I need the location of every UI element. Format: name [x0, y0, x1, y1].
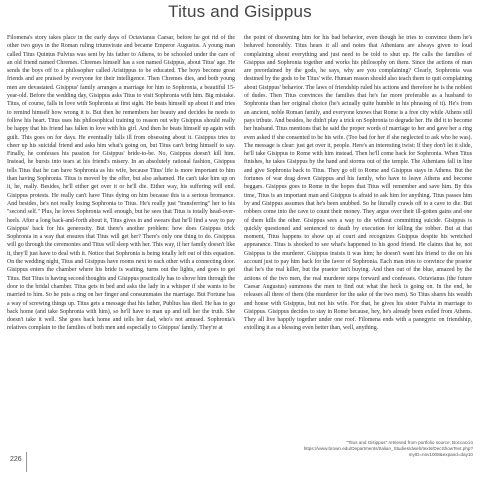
- page-number: 226: [10, 456, 22, 463]
- text-columns: [7, 34, 473, 452]
- source-footnote: [245, 440, 473, 457]
- footnote-line-2: https://www.brown.edu/Departments/Italian_Studies/dweb/texts/DecShowText.php?myID=nov1008&expand=day10: [303, 445, 473, 457]
- page-title: Titus and Gisippus: [168, 2, 312, 21]
- right-column: [244, 34, 472, 452]
- footnote-line-1: "Titus and Gisippus" retrieved from portfolio source; Boccaccio: [346, 440, 473, 445]
- right-column-text: the point of disowning him for his bad behavior, even though he tries to convince them he's behaved honorably. Titus hears it all and notes that Athenians are always given to loud complaining about everything and just need to be told to shut up. He calls the families of Gisippus and Sophronia together and works his philosophy on them. Since the actions of man are preordained by the gods, he says, why are you complaining? Clearly, Sophronia was destined by the gods to be Titus' wife. Human reason should also teach them to quit complaining about Gisippus' behavior. The laws of friendship ruled his actions and therefore he is the noblest of dudes. Then Titus convinces the families that he's far more preferable as a husband to Sophronia than her original choice (he's actually quite humble in his phrasing of it). He's from an ancient, noble Roman family, and everyone knows that Rome is a free city while Athens still pays tribute. And besides, he didn't play a trick on Sophronia to degrade her. He did it to become her husband. Titus mentions that he said the proper words of marriage to her and gave her a ring even asked if she consented to be his wife. (Too bad for her if she neglected to ask who he was). The message is clear: just get over it, people. Here's an interesting twist: If they don't let it slide, he'll take Gisippus to Rome with him instead. Then he'll come back for Sophronia. When Titus finishes, he takes Gisippus by the hand and storms out of the temple. The Athenians fall in line and give Sophronia back to Titus. They go off to Rome and Gisippus stays in Athens. But the fortunes of war drag down Gisippus and his family, who have to leave Athens and become beggars. Gisippus goes to Rome in the hopes that Titus will remember and save him. By this time, Titus is an important man and Gisippus is afraid to ask him for anything. Titus passes him by and Gisippus assumes that he's been snubbed. So he literally crawls off to a cave to die. But robbers come into the cave to count their money. They argue over their ill-gotten gains and one of them kills the other. Gisippus sees a way to die without committing suicide. Gisippus is quickly questioned and sentenced to death by execution for killing the robber. But at that moment, Titus happens to show up at court and recognizes Gisippus despite his wretched appearance. Titus is shocked to see what's happened to his good friend. He claims that he, not Gisippus is the murderer. Gisippus insists it was him; he doesn't want his friend to die on his account just to pay him back for the favor of Sophronia. Each man tries to convince the praetor that he's the real killer, but the praetor isn't buying. And then out of the blue, amazed by the actions of the two men, the real murderer steps forward and confesses. Octavianus (the future Caesar Augustus) summons the men to find out what the heck is going on. In the end, he releases all three of them (the murderer for the sake of the two men). So Titus shares his wealth and house with Gisippus, but not his wife. For that, he gives his sister Fulvia in marriage to Gisippus. Gisippus decides to stay in Rome because, hey, he's already been exiled from Athens. They all live happily together under one roof. Filomena ends with a panegyric on friendship, extolling it as a blessing even better than, well, anything.: [244, 35, 472, 332]
- left-column: [7, 34, 235, 452]
- left-column-text: Filomena's story takes place in the early days of Octavianus Caesar, before he got rid of the other two guys in the Roman ruling triumvirate and became Emperor Augustus. A young man called Titus Quintus Fulvius was sent by his father to Athens, to be schooled under the care of an old friend named Chremes. Chremes himself has a son named Gisippus, about Titus' age. He sends the boys off to a philosopher called Aristippus to be educated. The boys become great friends and are praised by everyone for their intelligence. Then Chremes dies, and both young men are devastated. Gisippus' family arranges a marriage for him to Sophronia, a beautiful 15-year-old. Before the wedding day, Gisippus asks Titus to visit Sophronia with him. Big mistake. Titus, of course, falls in love with Sophronia at first sight. He beats himself up about it and tries to remind himself how wrong it is. But then he remembers her beauty and decides he needs to follow his heart. Titus uses his philosophical training to reason out why Gisippus should really be happy that his friend has fallen in love with his girl. And then he beats himself up again with guilt. This goes on for days. He eventually falls ill from obsessing about it. Gisippus tries to cheer up his suicidal friend and asks him what's going on, but Titus can't bring himself to say. Finally, he confesses his passion for Gisippus' bride-to-be. No, Gisippus doesn't kill him. Instead, he bursts into tears at his friend's misery. In an absolutely rational fashion, Gisippus tells Titus that he can have Sophronia as his wife, because Titus' life is more important to him than having Sophronia. Titus is moved by the offer, but also ashamed. He can't take him up on it, he, really. Besides, he'll either get over it or he'll die. Either way, his suffering will end. Gisippus protests. He really can't have Titus dying on him because this is a serious bromance. And besides, he's not really losing Sophronia to Titus. He's really just "transferring" her to his "second self." Plus, he loves Sophronia well enough, but he sees that Titus is totally head-over-heels. After a long back-and-forth about it, Titus gives in and swears that he'll find a way to pay Gisippus' back for his generosity. But there's another problem: how does Gisippus trick Sophronia in a way that ensures that Titus will get her? There's only one thing to do. Gisippus will go through the ceremonies and Titus will sleep with her. This way, if her family doesn't like it, they'll just have to deal with it. Notice that Sophronia is being totally left out of this equation. On the wedding night, Titus and Gisippus have rooms next to each other with a connecting door. Gisippus enters the chamber where his bride is waiting, turns out the lights, and goes to get Titus. But Titus is having second thoughts and Gisippus practically has to shove him through the door to the bridal chamber. Titus gets in bed and asks the lady in a whisper if she wants to be married to him. So he puts a ring on her finger and consummates the marriage. But Fortune has a way of screwing things up. Titus gets a message that his father, Publius has died. He has to go back home (and take Sophronia with him), so he'll have to man up and tell her the truth. She doesn't take it well. She goes back home and tells her dad, who's not amused. Sophronia's relatives complain to the families of both men and especially to Gisippus' family. They're at: [7, 35, 235, 332]
